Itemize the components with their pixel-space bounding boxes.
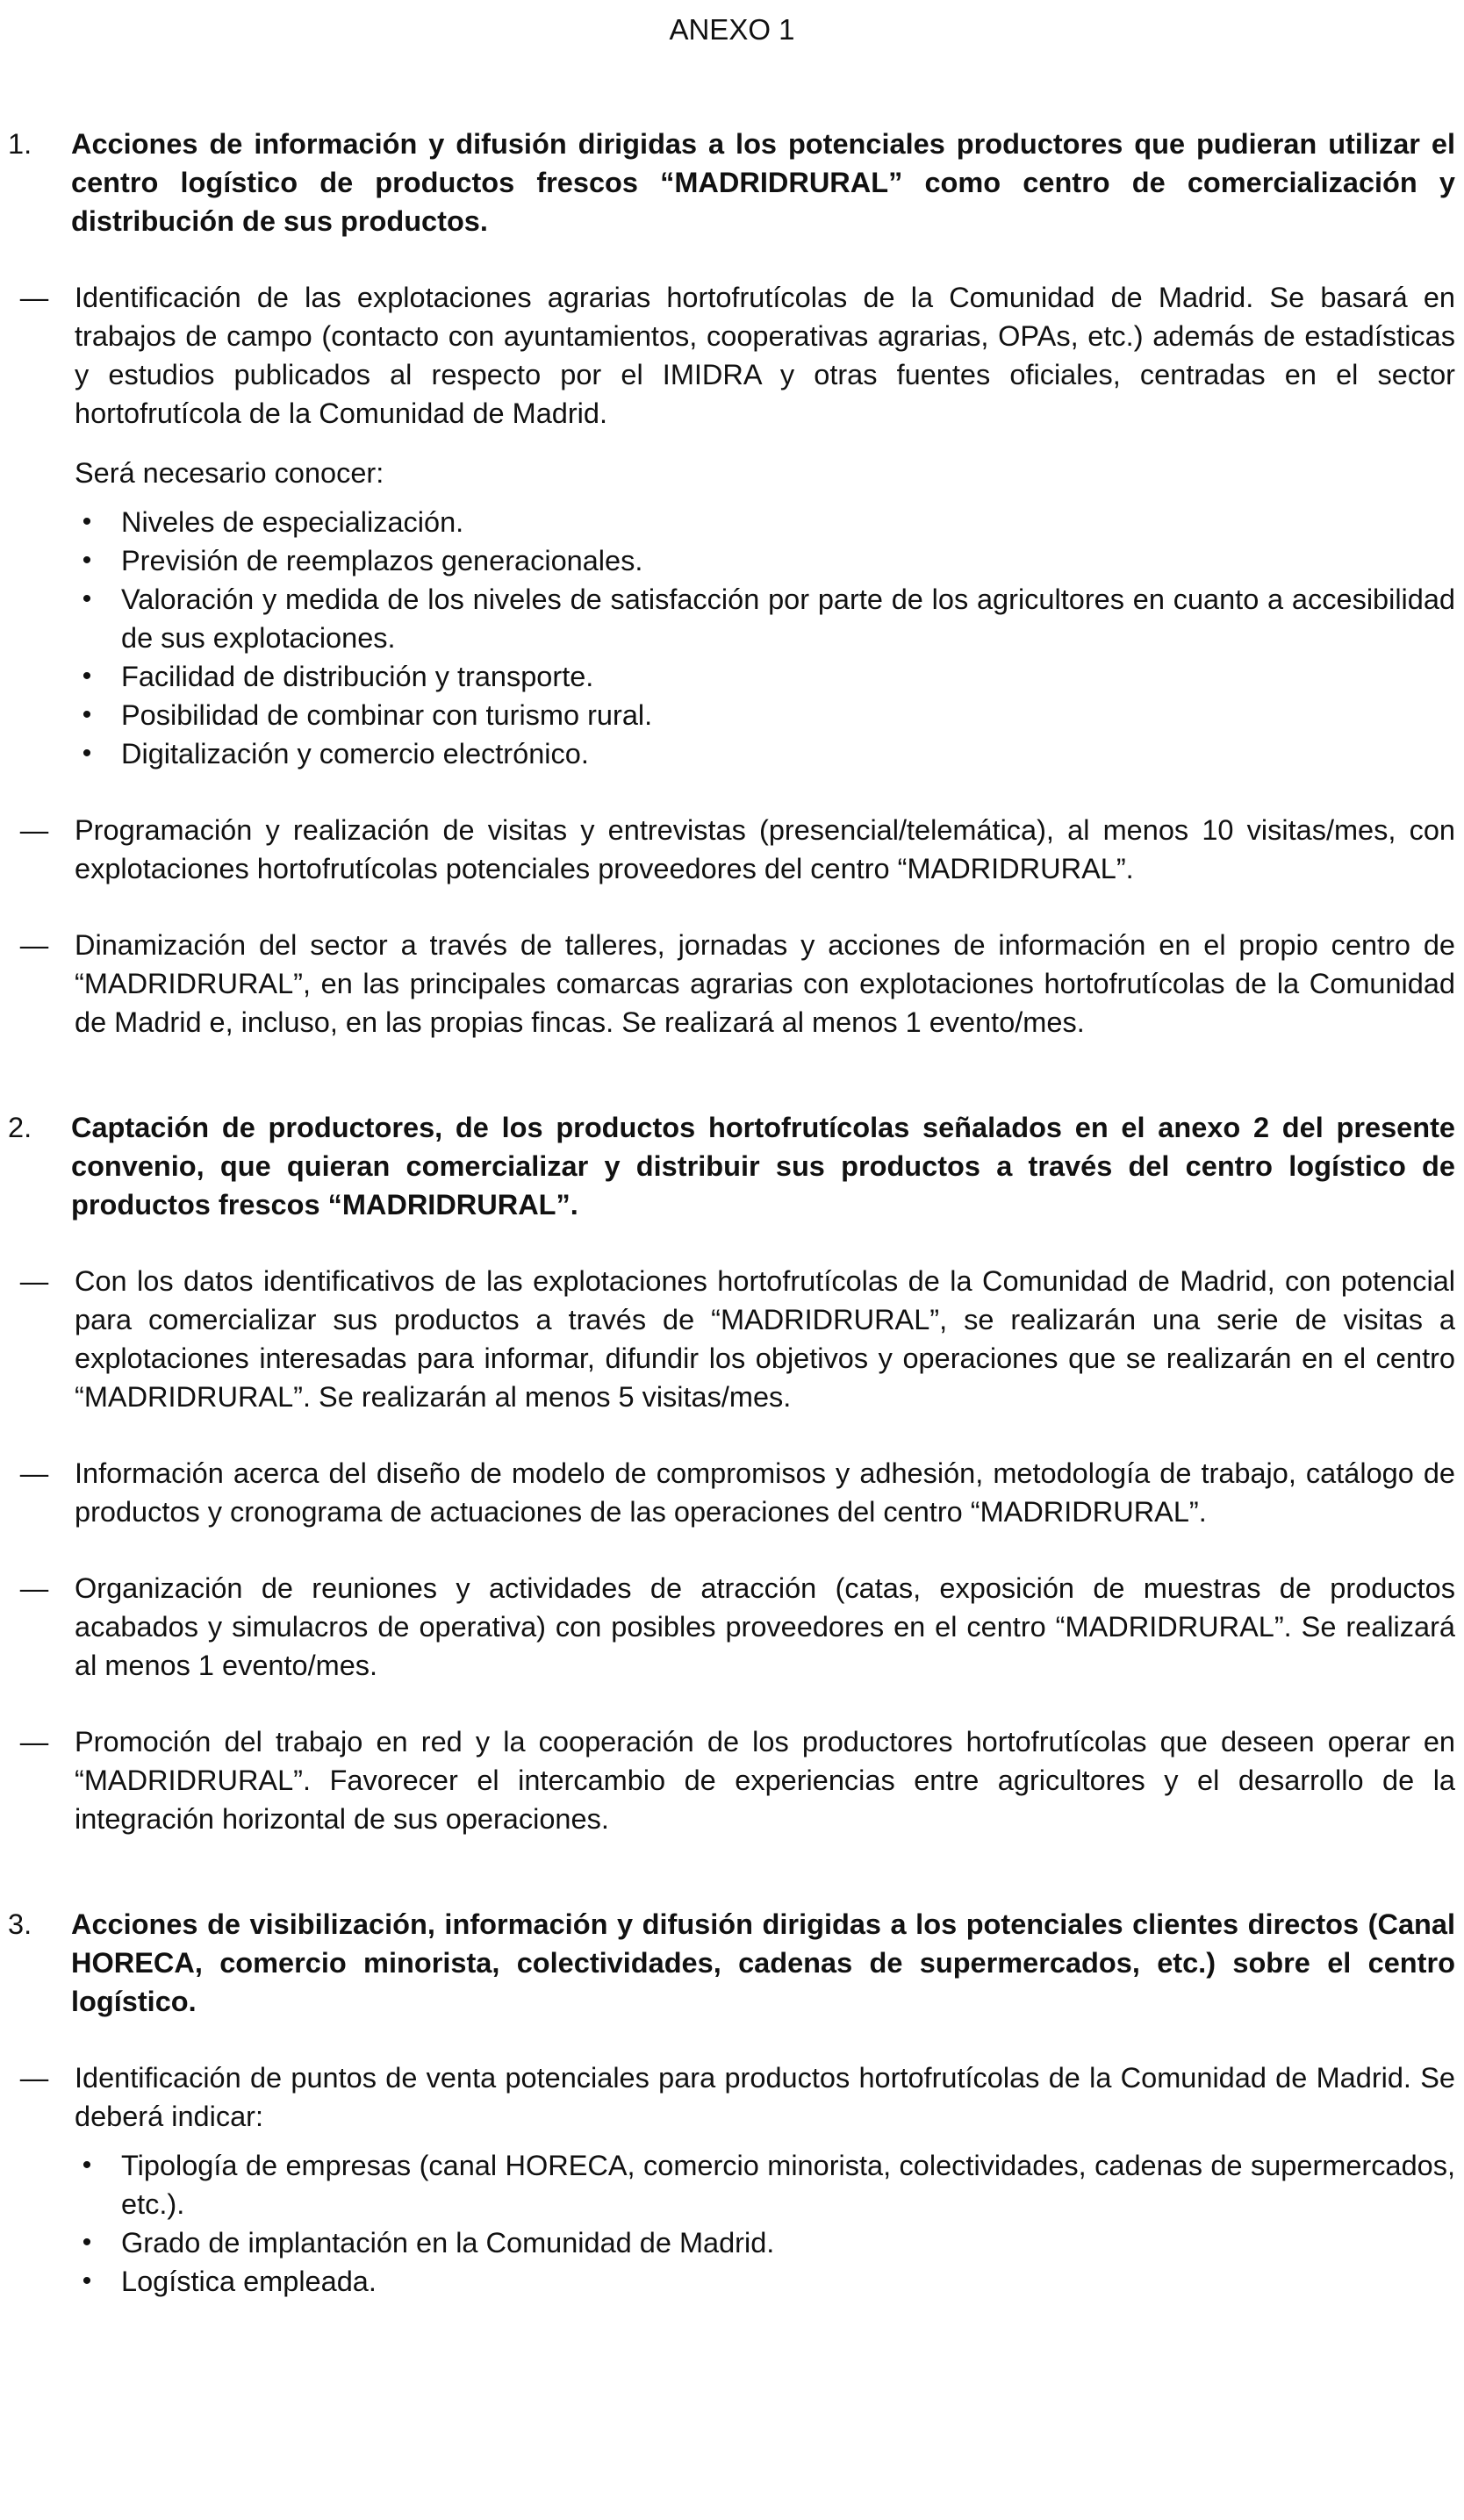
dash-item bbox=[8, 926, 1455, 1042]
bullet-text: Posibilidad de combinar con turismo rural. bbox=[121, 699, 653, 731]
bullet-text: Tipología de empresas (canal HORECA, comercio minorista, colectividades, cadenas de supermercados, etc.). bbox=[121, 2150, 1455, 2220]
bullet-text: Grado de implantación en la Comunidad de Madrid. bbox=[121, 2227, 775, 2259]
dash-item bbox=[8, 1569, 1455, 1685]
bullet-list bbox=[75, 2146, 1455, 2301]
bullet-item bbox=[75, 657, 1455, 696]
dash-item-text: Información acerca del diseño de modelo de compromisos y adhesión, metodología de trabajo, catálogo de productos y cronograma de actuaciones de las operaciones del centro “MADRIDRURAL”. bbox=[75, 1457, 1455, 1528]
bullet-item bbox=[75, 2146, 1455, 2223]
em-dash-marker: — bbox=[19, 814, 49, 846]
em-dash-marker: — bbox=[19, 1265, 49, 1297]
bullet-item bbox=[75, 2223, 1455, 2262]
bullet-icon: • bbox=[82, 507, 92, 536]
section-3 bbox=[8, 1905, 1455, 2301]
sub-paragraph: Será necesario conocer: bbox=[75, 457, 384, 489]
em-dash-marker: — bbox=[19, 1726, 49, 1758]
annex-title: ANEXO 1 bbox=[669, 13, 795, 46]
section-number: 1. bbox=[8, 128, 32, 160]
dash-item bbox=[8, 1722, 1455, 1838]
bullet-list bbox=[75, 503, 1455, 773]
document-body bbox=[8, 125, 1455, 2301]
bullet-icon: • bbox=[82, 700, 92, 729]
dash-item-text: Identificación de las explotaciones agrarias hortofrutícolas de la Comunidad de Madrid. Se basará en trabajos de campo (contacto con ayuntamientos, cooperativas agrarias, OPAs, etc.) además de estadísticas y estudios publicados al respecto por el IMIDRA y otras fuentes oficiales, centradas en el sector hortofrutícola de la Comunidad de Madrid. bbox=[75, 282, 1455, 429]
bullet-text: Niveles de especialización. bbox=[121, 506, 464, 538]
dash-item-text: Promoción del trabajo en red y la cooperación de los productores hortofrutícolas que deseen operar en “MADRIDRURAL”. Favorecer el intercambio de experiencias entre agricultores y el desarrollo de la integración horizontal de sus operaciones. bbox=[75, 1726, 1455, 1835]
bullet-text: Digitalización y comercio electrónico. bbox=[121, 738, 589, 770]
bullet-item bbox=[75, 2262, 1455, 2301]
em-dash-marker: — bbox=[19, 1572, 49, 1604]
dash-item-text: Programación y realización de visitas y entrevistas (presencial/telemática), al menos 10 visitas/mes, con explotaciones hortofrutícolas potenciales proveedores del centro “MADRIDRURAL”. bbox=[75, 814, 1455, 884]
bullet-icon: • bbox=[82, 584, 92, 613]
em-dash-marker: — bbox=[19, 2062, 49, 2094]
section-1 bbox=[8, 125, 1455, 1042]
bullet-icon: • bbox=[82, 546, 92, 575]
bullet-icon: • bbox=[82, 2228, 92, 2257]
dash-item-text: Organización de reuniones y actividades de atracción (catas, exposición de muestras de productos acabados y simulacros de operativa) con posibles proveedores en el centro “MADRIDRURAL”. Se realizará al menos 1 evento/mes. bbox=[75, 1572, 1455, 1681]
bullet-icon: • bbox=[82, 739, 92, 768]
bullet-icon: • bbox=[82, 2151, 92, 2180]
dash-item bbox=[8, 1454, 1455, 1531]
bullet-icon: • bbox=[82, 2266, 92, 2295]
section-heading: Acciones de visibilización, información y difusión dirigidas a los potenciales clientes directos (Canal HORECA, comercio minorista, colectividades, cadenas de supermercados, etc.) sobre el centro logístico. bbox=[71, 1908, 1455, 2017]
section-2 bbox=[8, 1108, 1455, 1838]
bullet-item bbox=[75, 580, 1455, 657]
dash-item bbox=[8, 811, 1455, 888]
bullet-item bbox=[75, 541, 1455, 580]
bullet-item bbox=[75, 503, 1455, 541]
dash-item bbox=[8, 278, 1455, 773]
bullet-text: Valoración y medida de los niveles de satisfacción por parte de los agricultores en cuanto a accesibilidad de sus explotaciones. bbox=[121, 583, 1455, 654]
bullet-item bbox=[75, 734, 1455, 773]
section-number: 2. bbox=[8, 1112, 32, 1143]
em-dash-marker: — bbox=[19, 282, 49, 313]
dash-item-text: Con los datos identificativos de las explotaciones hortofrutícolas de la Comunidad de Madrid, con potencial para comercializar sus productos a través de “MADRIDRURAL”, se realizarán una serie de visitas a explotaciones interesadas para informar, difundir los objetivos y operaciones que se realizarán en el centro “MADRIDRURAL”. Se realizarán al menos 5 visitas/mes. bbox=[75, 1265, 1455, 1413]
dash-item-text: Dinamización del sector a través de talleres, jornadas y acciones de información en el propio centro de “MADRIDRURAL”, en las principales comarcas agrarias con explotaciones hortofrutícolas de la Comunidad de Madrid e, incluso, en las propias fincas. Se realizará al menos 1 evento/mes. bbox=[75, 929, 1455, 1038]
bullet-text: Facilidad de distribución y transporte. bbox=[121, 661, 594, 692]
bullet-item bbox=[75, 696, 1455, 734]
dash-item-text: Identificación de puntos de venta potenciales para productos hortofrutícolas de la Comunidad de Madrid. Se deberá indicar: bbox=[75, 2062, 1455, 2132]
section-heading: Captación de productores, de los productos hortofrutícolas señalados en el anexo 2 del presente convenio, que quieran comercializar y distribuir sus productos a través del centro logístico de productos frescos “MADRIDRURAL”. bbox=[71, 1112, 1455, 1221]
dash-item bbox=[8, 2058, 1455, 2301]
bullet-icon: • bbox=[82, 662, 92, 691]
em-dash-marker: — bbox=[19, 1457, 49, 1489]
bullet-text: Previsión de reemplazos generacionales. bbox=[121, 545, 643, 576]
bullet-text: Logística empleada. bbox=[121, 2266, 377, 2297]
section-heading: Acciones de información y difusión dirigidas a los potenciales productores que pudieran utilizar el centro logístico de productos frescos “MADRIDRURAL” como centro de comercialización y distribución de sus productos. bbox=[71, 128, 1455, 237]
section-number: 3. bbox=[8, 1908, 32, 1940]
em-dash-marker: — bbox=[19, 929, 49, 961]
dash-item bbox=[8, 1262, 1455, 1416]
